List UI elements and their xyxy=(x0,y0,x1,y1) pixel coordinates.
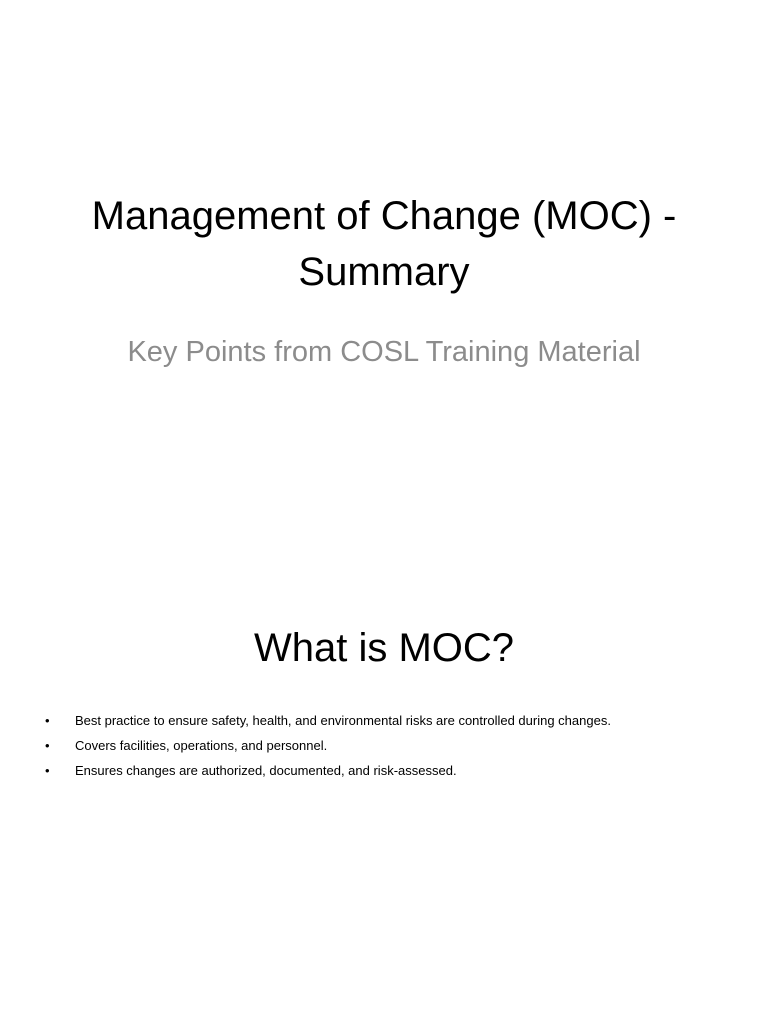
slide-title: Management of Change (MOC) - Summary xyxy=(91,194,677,294)
list-item-text: Covers facilities, operations, and personnel. xyxy=(75,738,328,753)
list-item-text: Best practice to ensure safety, health, and environmental risks are controlled during changes. xyxy=(75,713,611,728)
slide-heading: What is MOC? xyxy=(253,626,515,670)
slide-subtitle: Key Points from COSL Training Material xyxy=(127,336,641,368)
bullet-icon: • xyxy=(45,763,50,778)
list-item xyxy=(40,712,730,730)
list-item xyxy=(40,762,730,780)
bullet-list xyxy=(40,712,730,787)
content-slide xyxy=(0,576,768,1024)
bullet-icon: • xyxy=(45,738,50,753)
bullet-icon: • xyxy=(45,713,50,728)
list-item xyxy=(40,737,730,755)
list-item-text: Ensures changes are authorized, documented, and risk-assessed. xyxy=(75,763,457,778)
